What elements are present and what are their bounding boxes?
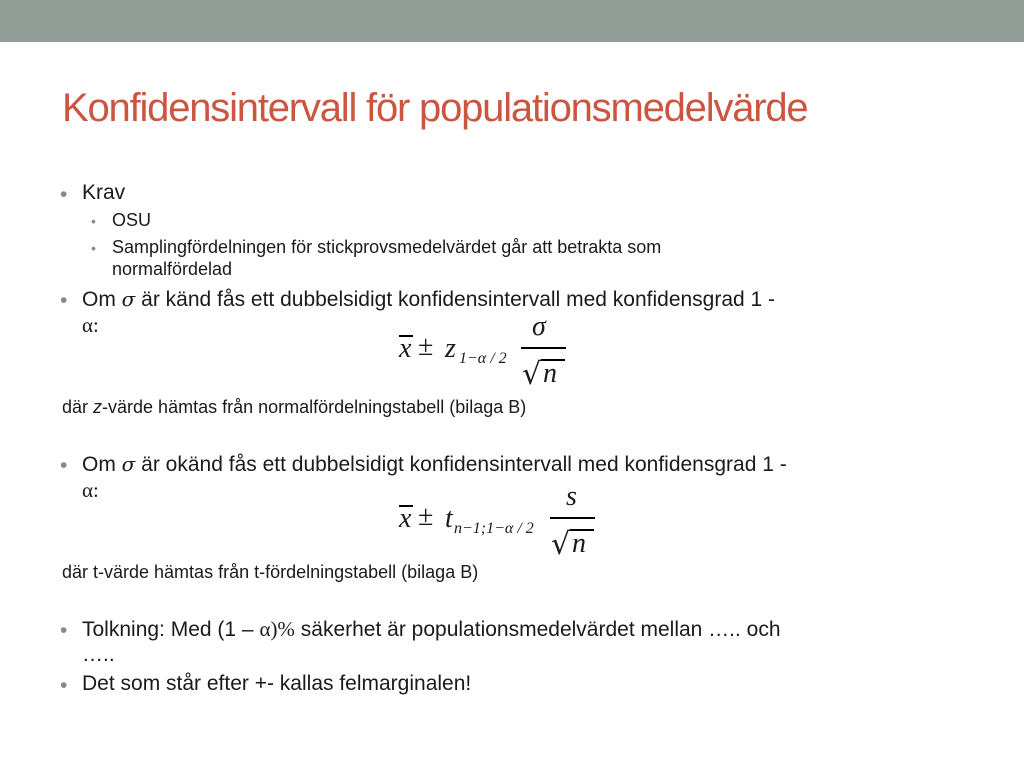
formula-t-sub: n−1;1−α / 2: [454, 520, 534, 537]
sqrt-symbol: √: [551, 527, 571, 562]
sqrt-symbol: √: [522, 357, 542, 392]
tolkning-rest: säkerhet är populationsmedelvärdet mellan ….. och: [300, 618, 781, 641]
formula-n: n: [572, 528, 586, 559]
tolkning-line: [82, 617, 781, 642]
top-bar: [0, 0, 1024, 42]
known-note-rest: -värde hämtas från normalfördelningstabell (bilaga B): [102, 397, 527, 417]
tolkning-alpha: α)%: [259, 617, 295, 641]
known-prefix: Om: [82, 288, 116, 311]
bullet-sampling: •: [91, 240, 96, 256]
formula-pm: ±: [418, 501, 434, 532]
krav-item-sampling-cont: normalfördelad: [112, 259, 233, 279]
bullet-felmarginal: •: [60, 674, 68, 697]
known-sigma-line: [82, 287, 775, 312]
known-note-prefix: där: [62, 397, 94, 417]
krav-item-sampling: Samplingfördelningen för stickprovsmedelvärdet går att betrakta som: [112, 237, 662, 257]
known-note: [62, 397, 526, 418]
sigma-symbol: σ: [121, 452, 136, 476]
fraction-bar: [521, 347, 566, 349]
fraction-bar: [550, 517, 595, 519]
bullet-krav: •: [60, 183, 68, 206]
unknown-note: där t-värde hämtas från t-fördelningstabell (bilaga B): [62, 562, 479, 582]
unknown-text: är okänd fås ett dubbelsidigt konfidensintervall med konfidensgrad 1 -: [141, 453, 787, 476]
known-note-var: z: [93, 397, 103, 417]
felmarginal-text: Det som står efter +- kallas felmarginalen!: [82, 672, 472, 695]
formula-z: z: [445, 333, 456, 364]
formula-sigma: σ: [532, 311, 546, 342]
formula-xbar: x: [399, 503, 412, 534]
known-alpha: α:: [82, 313, 99, 337]
formula-pm: ±: [418, 331, 434, 362]
formula-xbar: x: [399, 333, 412, 364]
formula-s: s: [566, 481, 577, 512]
krav-item-osu: OSU: [112, 210, 152, 230]
bullet-osu: •: [91, 213, 96, 229]
bullet-unknown: •: [60, 454, 68, 477]
slide-title: Konfidensintervall för populationsmedelvärde: [62, 86, 808, 130]
bullet-known: •: [60, 289, 68, 312]
tolkning-continuation: …..: [82, 643, 115, 666]
bullet-tolkning: •: [60, 619, 68, 642]
unknown-sigma-line: [82, 452, 787, 477]
known-text: är känd fås ett dubbelsidigt konfidensintervall med konfidensgrad 1 -: [141, 288, 776, 311]
unknown-prefix: Om: [82, 453, 116, 476]
krav-label: Krav: [82, 181, 126, 204]
unknown-alpha: α:: [82, 478, 99, 502]
formula-z-sub: 1−α / 2: [459, 350, 507, 367]
sigma-symbol: σ: [121, 287, 136, 311]
tolkning-prefix: Tolkning: Med (1 –: [82, 618, 254, 641]
formula-n: n: [543, 358, 557, 389]
formula-t: t: [445, 503, 453, 534]
